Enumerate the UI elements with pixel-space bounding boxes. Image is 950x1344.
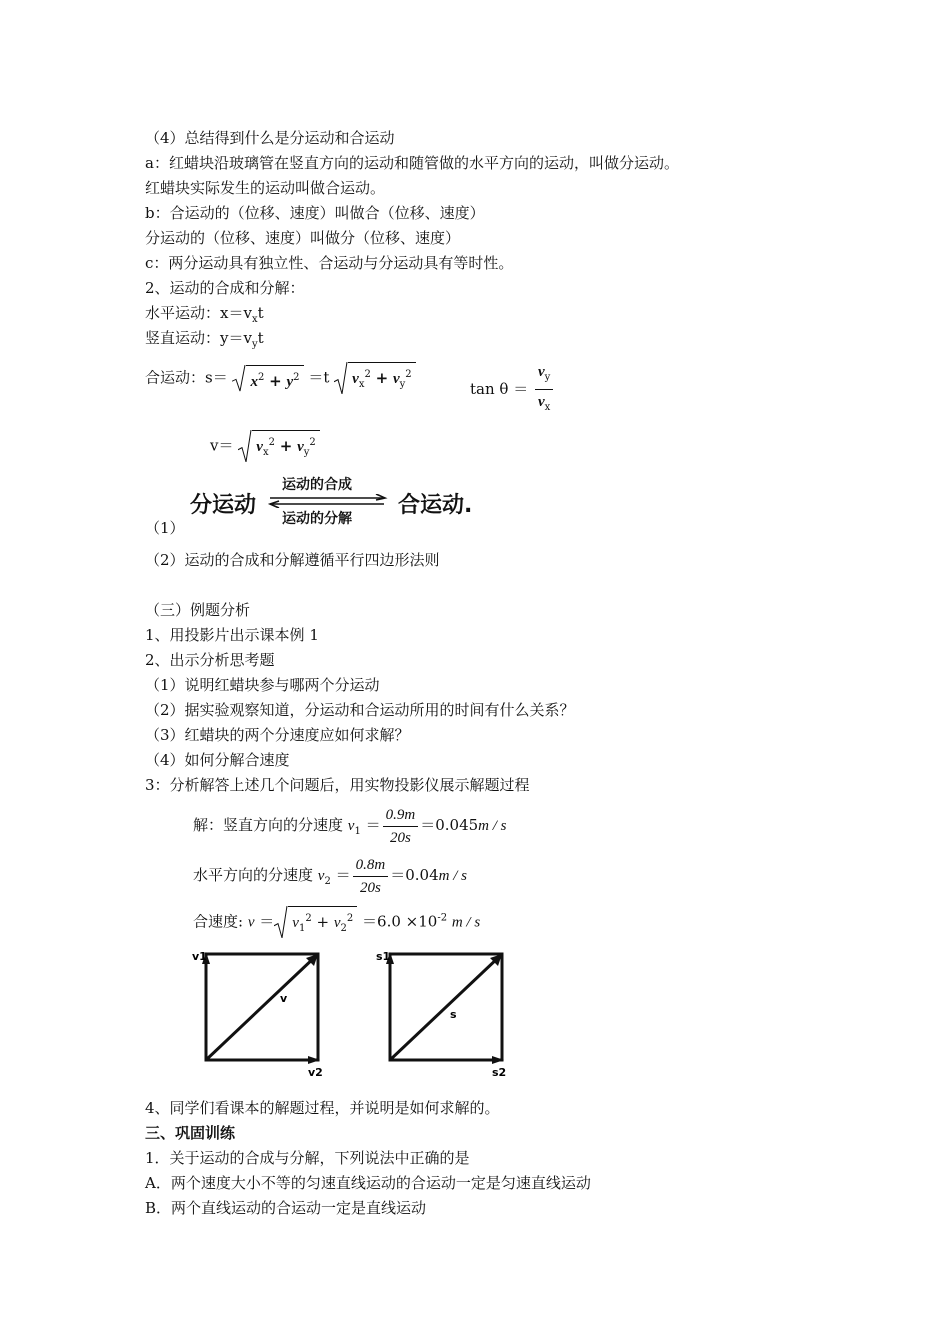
tan-label: tan θ ＝ [470, 380, 529, 398]
tan-formula [470, 362, 555, 417]
text-line: 2、运动的合成和分解： [145, 279, 305, 297]
composition-diagram [190, 474, 500, 527]
v2-label: v2 [308, 1066, 323, 1078]
s2-label: s2 [492, 1066, 507, 1078]
result: ＝0.045 [420, 816, 479, 834]
radical-sign [232, 365, 246, 392]
tail: t [257, 304, 264, 322]
s-label: s [450, 1008, 457, 1021]
text-line: 分运动的（位移、速度）叫做分（位移、速度） [145, 229, 461, 247]
text-line: 3：分析解答上述几个问题后，用实物投影仪展示解题过程 [145, 776, 530, 794]
label: 水平运动：x＝v [145, 304, 252, 322]
label: 合速度: [193, 912, 244, 931]
unit: m / s [478, 818, 507, 834]
solution-line-2: 水平方向的分速度 $v_2$ ＝ $\frac{0.8m}{20s}$ ＝0.04m / s [193, 857, 467, 896]
unit: m / s [451, 914, 481, 931]
velocity-formula [210, 430, 320, 463]
text-line: b：合运动的（位移、速度）叫做合（位移、速度） [145, 204, 485, 222]
displacement-rectangle-figure [376, 946, 516, 1078]
result: ＝6.0 ×10 [362, 912, 438, 931]
text-line: 4、同学们看课本的解题过程，并说明是如何求解的。 [145, 1099, 500, 1117]
combined-displacement-formula [145, 362, 416, 395]
section-heading: （三）例题分析 [145, 601, 251, 619]
exponent: -2 [437, 912, 448, 924]
section-heading: 三、巩固训练 [145, 1124, 236, 1142]
option-b: B．两个直线运动的合运动一定是直线运动 [145, 1199, 427, 1217]
tan-fraction: $\frac{v_y}{v_x}$ [535, 362, 553, 417]
solution-line-1: 解：竖直方向的分速度 $v_1$ ＝ $\frac{0.9m}{20s}$ ＝0.045m / s [193, 807, 507, 846]
radical-sign [334, 362, 348, 395]
text-line: a：红蜡块沿玻璃管在竖直方向的运动和随管做的水平方向的运动，叫做分运动。 [145, 154, 679, 172]
velocity-rectangle-figure [192, 946, 332, 1078]
text-line: （1）说明红蜡块参与哪两个分运动 [145, 676, 380, 694]
radical-sign [274, 906, 288, 939]
text-line: （4）总结得到什么是分运动和合运动 [145, 129, 395, 147]
diagonal [206, 956, 316, 1060]
double-arrow-icon [268, 494, 388, 508]
text-line: 1、用投影片出示课本例 1 [145, 626, 319, 644]
text-line: （2）据实验观察知道，分运动和合运动所用的时间有什么关系？ [145, 701, 575, 719]
sqrt-xy: $x^2 + y^2$ [232, 365, 303, 392]
text-line: （2）运动的合成和分解遵循平行四边形法则 [145, 551, 440, 569]
fraction: $\frac{0.9m}{20s}$ [383, 806, 419, 847]
vertical-motion-line [145, 328, 264, 355]
radical-sign [238, 430, 252, 463]
fraction: $\frac{0.8m}{20s}$ [353, 856, 389, 897]
diagram-right: 合运动. [398, 493, 473, 518]
result: ＝0.04 [390, 866, 439, 884]
diagram-left: 分运动 [190, 493, 257, 518]
question: 1．关于运动的合成与分解，下列说法中正确的是 [145, 1149, 470, 1167]
sqrt-vxvy: $v_x^2 + v_y^2$ [238, 430, 320, 463]
diagram-top: 运动的合成 [282, 477, 352, 493]
subscript: x [251, 314, 258, 325]
diagram-bottom: 运动的分解 [282, 511, 352, 527]
unit: m / s [438, 868, 467, 884]
diagonal [390, 956, 500, 1060]
text-line: c：两分运动具有独立性、合运动与分运动具有等时性。 [145, 254, 514, 272]
subscript: y [251, 339, 258, 350]
label: 竖直运动：y＝v [145, 329, 252, 347]
v1-label: v1 [192, 950, 207, 963]
solution-line-3: 合速度: v ＝ $v_1^2 + v_2^2 =6.0 \times 10^{-2}$ m / s [193, 906, 480, 939]
label: 解：竖直方向的分速度 [193, 816, 344, 834]
label: 水平方向的分速度 [193, 866, 314, 884]
tail: t [257, 329, 264, 347]
text-line: （4）如何分解合速度 [145, 751, 290, 769]
v-label: v＝ [210, 436, 234, 455]
s1-label: s1 [376, 950, 391, 963]
text-line: （3）红蜡块的两个分速度应如何求解？ [145, 726, 410, 744]
text-line: 红蜡块实际发生的运动叫做合运动。 [145, 179, 386, 197]
sqrt-v1v2: $v_1^2 + v_2^2$ [274, 906, 357, 939]
sqrt-vxvy: $v_x^2 + v_y^2$ [334, 362, 416, 395]
v-label: v [280, 992, 288, 1005]
diagram-number: （1） [145, 519, 185, 537]
s-label: 合运动：s＝ [145, 368, 228, 387]
option-a: A．两个速度大小不等的匀速直线运动的合运动一定是匀速直线运动 [145, 1174, 591, 1192]
text-line: 2、出示分析思考题 [145, 651, 275, 669]
horizontal-motion-line [145, 303, 264, 330]
eq-t: ＝t [308, 368, 330, 387]
